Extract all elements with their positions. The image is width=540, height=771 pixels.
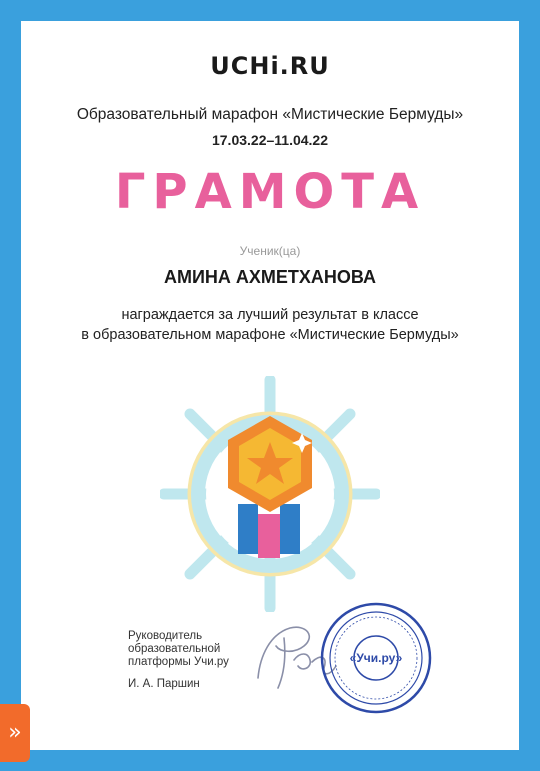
signatory-title [128,630,229,669]
signatory-line-3: платформы Учи.ру [128,656,229,668]
certificate-heading: ГРАМОТА [114,164,426,220]
recipient-name: АМИНА АХМЕТХАНОВА [163,267,377,287]
marathon-title: Образовательный марафон «Мистические Бермуды» [76,106,464,123]
marathon-dates: 17.03.22–11.04.22 [211,132,328,148]
recipient-role: Ученик(ца) [239,244,301,258]
award-description [0,305,540,345]
award-line-1: награждается за лучший результат в классе [121,307,419,323]
signatory-line-1: Руководитель [128,630,203,642]
signatory-name: И. А. Паршин [128,678,200,690]
uchi-ru-logo: UCHi.RU [210,52,330,80]
award-line-2: в образовательном марафоне «Мистические Бермуды» [81,327,459,343]
chevron-double-right-icon[interactable]: » [0,704,30,762]
svg-text:«Учи.ру»: «Учи.ру» [349,651,403,665]
official-stamp [318,600,434,716]
ship-wheel-medal-icon [160,376,380,612]
signatory-line-2: образовательной [128,643,221,655]
